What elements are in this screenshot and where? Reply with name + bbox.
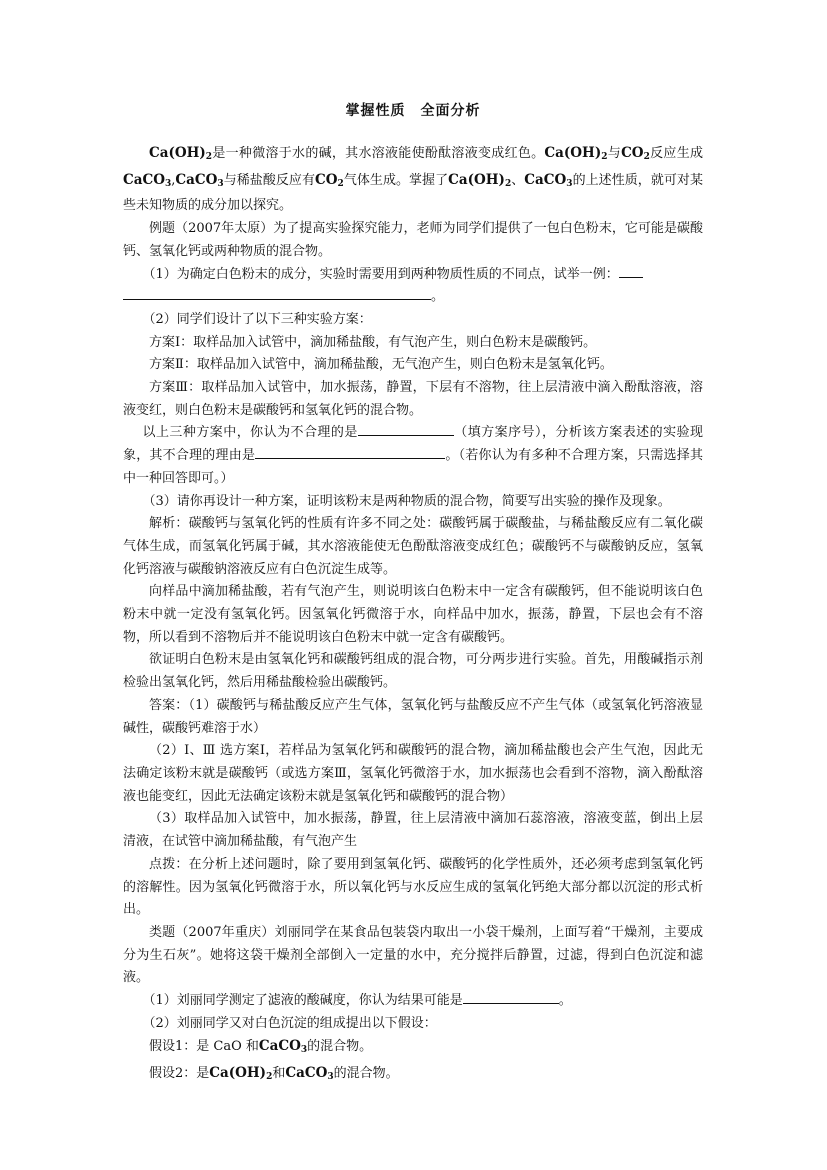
answer-blank[interactable] <box>463 991 559 1004</box>
answer-blank[interactable] <box>358 423 454 436</box>
analysis-paragraph-1: 解析：碳酸钙与氢氧化钙的性质有许多不同之处：碳酸钙属于碳酸盐，与稀盐酸反应有二氧化碳气体生成，而氢氧化钙属于碱，其水溶液能使无色酚酞溶液变成红色；碳酸钙不与碳酸钠反应，氢氧化钙溶液与碳酸钠溶液反应有白色沉淀生成等。 <box>123 516 703 577</box>
formula-carbon-dioxide: $CO_2$ <box>621 145 650 162</box>
formula-calcium-carbonate: CaCO$_3$ <box>524 171 573 189</box>
question-1-continuation: 。 <box>123 286 703 309</box>
hypothesis-2: 假设2：是$Ca(OH)_2$和CaCO$_3$的混合物。 <box>149 1065 399 1083</box>
question-2: （2）同学们设计了以下三种实验方案： <box>142 311 372 327</box>
analysis-paragraph-2: 向样品中滴加稀盐酸，若有气泡产生，则说明该白色粉末中一定含有碳酸钙，但不能说明该白色粉末中就一定没有氢氧化钙。因氢氧化钙微溶于水，向样品中加水，振荡，静置，下层也会有不溶物，所以看到不溶物后并不能说明该白色粉末中就一定含有碳酸钙。 <box>123 584 703 645</box>
analysis-paragraph-3: 欲证明白色粉末是由氢氧化钙和碳酸钙组成的混合物，可分两步进行实验。首先，用酸碱指示剂检验出氢氧化钙，然后用稀盐酸检验出碳酸钙。 <box>123 652 703 691</box>
formula-calcium-carbonate: CaCO$_3$ <box>175 171 224 189</box>
answer-3: （3）取样品加入试管中，加水振荡，静置，往上层清液中滴加石蕊溶液，溶液变蓝，倒出上层清液，在试管中滴加稀盐酸，有气泡产生 <box>123 811 703 850</box>
plan-3: 方案Ⅲ：取样品加入试管中，加水振荡，静置，下层有不溶物，往上层清液中滴入酚酞溶液，溶液变红，则白色粉末是碳酸钙和氢氧化钙的混合物。 <box>123 380 703 418</box>
formula-calcium-hydroxide: $Ca(OH)_2$ <box>544 145 608 162</box>
hypothesis-1: 假设1：是 CaO 和CaCO$_3$的混合物。 <box>149 1038 373 1056</box>
formula-calcium-hydroxide: $Ca(OH)_2$ <box>149 145 213 162</box>
answer-2: （2）Ⅰ、Ⅲ 选方案Ⅰ，若样品为氢氧化钙和碳酸钙的混合物，滴加稀盐酸也会产生气泡，因此无法确定该粉末就是碳酸钙（或选方案Ⅲ，氢氧化钙微溶于水，加水振荡也会看到不溶物，滴入酚酞溶液也能变红，因此无法确定该粉末就是氢氧化钙和碳酸钙的混合物） <box>123 743 703 804</box>
answer-1: 答案：（1）碳酸钙与稀盐酸反应产生气体，氢氧化钙与盐酸反应不产生气体（或氢氧化钙溶液显碱性，碳酸钙难溶于水） <box>123 697 703 736</box>
question-1: （1）为确定白色粉末的成分，实验时需要用到两种物质性质的不同点，试举一例： <box>123 264 703 287</box>
plan-1: 方案Ⅰ：取样品加入试管中，滴加稀盐酸，有气泡产生，则白色粉末是碳酸钙。 <box>149 334 597 350</box>
formula-carbon-dioxide: $CO_2$ <box>315 171 344 189</box>
similar-question: 类题（2007年重庆）刘丽同学在某食品包装袋内取出一小袋干燥剂，上面写着“干燥剂，主要成分为生石灰”。她将这袋干燥剂全部倒入一定量的水中，充分搅拌后静置，过滤，得到白色沉淀和滤液。 <box>123 924 703 986</box>
question-2-blanks: 以上三种方案中，你认为不合理的是 （填方案序号），分析该方案表述的实验现象，其不合理的理由是 。（若你认为有多种不合理方案，只需选择其中一种回答即可。） <box>123 425 703 486</box>
example-paragraph: 例题（2007年太原）为了提高实验探究能力，老师为同学们提供了一包白色粉末，它可能是碳酸钙、氢氧化钙或两种物质的混合物。 <box>123 221 703 259</box>
formula-calcium-carbonate: CaCO$_3$ <box>285 1065 334 1083</box>
formula-calcium-carbonate: CaCO$_3$ <box>123 171 172 189</box>
tip-paragraph: 点拨：在分析上述问题时，除了要用到氢氧化钙、碳酸钙的化学性质外，还必须考虑到氢氧化钙的溶解性。因为氢氧化钙微溶于水，所以氧化钙与水反应生成的氢氧化钙绝大部分都以沉淀的形式析出。 <box>123 856 703 918</box>
formula-calcium-hydroxide: $Ca(OH)_2$ <box>209 1065 273 1083</box>
answer-blank[interactable] <box>255 446 445 459</box>
answer-blank[interactable] <box>123 287 431 300</box>
formula-calcium-hydroxide: $Ca(OH)_2$ <box>448 171 512 189</box>
intro-paragraph: $Ca(OH)_2$是一种微溶于水的碱，其水溶液能使酚酞溶液变成红色。$Ca(OH)_2$与$CO_2$反应生成CaCO$_3$,CaCO$_3$与稀盐酸反应有$CO_2$气体生成。掌握了$Ca(OH)_2$、CaCO$_3$的上述性质，就可对某些未知物质的成分加以探究。 <box>123 145 703 214</box>
plan-2: 方案Ⅱ：取样品加入试管中，滴加稀盐酸，无气泡产生，则白色粉末是氢氧化钙。 <box>149 357 613 373</box>
similar-question-2: （2）刘丽同学又对白色沉淀的组成提出以下假设： <box>142 1015 437 1031</box>
page-title: 掌握性质 全面分析 <box>345 103 481 119</box>
document-page <box>123 100 703 1089</box>
formula-calcium-carbonate: CaCO$_3$ <box>258 1038 308 1056</box>
answer-blank[interactable] <box>619 265 643 278</box>
similar-question-1: （1）刘丽同学测定了滤液的酸碱度，你认为结果可能是 。 <box>142 993 572 1009</box>
question-3: （3）请你再设计一种方案，证明该粉末是两种物质的混合物，简要写出实验的操作及现象。 <box>142 493 671 509</box>
